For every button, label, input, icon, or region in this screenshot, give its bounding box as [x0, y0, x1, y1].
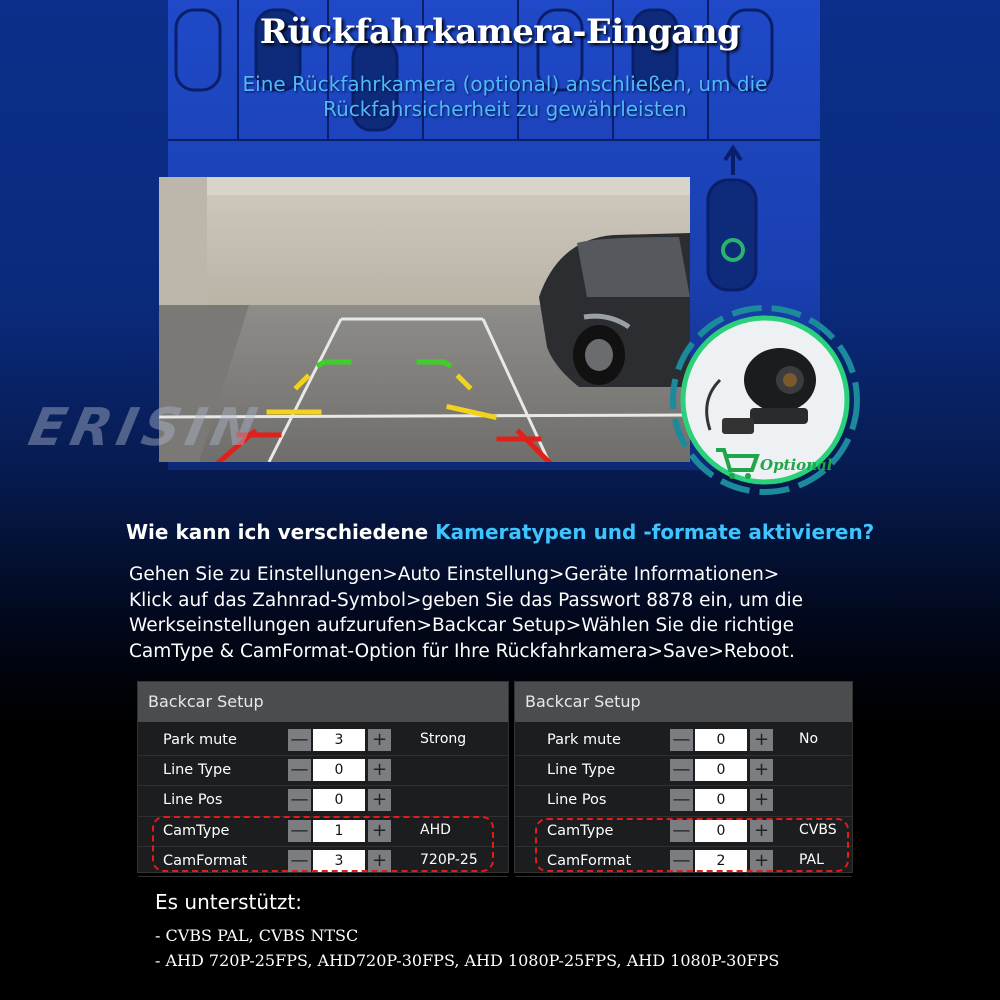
value-field[interactable]: 2 — [695, 850, 747, 872]
decrement-button[interactable]: — — [670, 789, 693, 811]
row-label: CamType — [547, 822, 614, 839]
value-field[interactable]: 0 — [313, 759, 365, 781]
row-label: Park mute — [163, 732, 237, 748]
value-description: PAL — [799, 851, 824, 868]
value-field[interactable]: 0 — [695, 729, 747, 751]
support-line: - CVBS PAL, CVBS NTSC — [155, 926, 359, 945]
row-label: Line Type — [547, 762, 616, 779]
row-label: Park mute — [547, 732, 621, 748]
support-line: - AHD 720P-25FPS, AHD720P-30FPS, AHD 1080P-25FPS, AHD 1080P-30FPS — [155, 951, 780, 970]
increment-button[interactable]: + — [750, 820, 773, 842]
highlight-outline — [535, 818, 849, 872]
optional-label: Optional — [760, 456, 833, 474]
increment-button[interactable]: + — [368, 729, 391, 751]
panel-title: Backcar Setup — [138, 682, 508, 726]
row-label: Line Pos — [163, 792, 223, 809]
panel-title: Backcar Setup — [515, 682, 852, 726]
decrement-button[interactable]: — — [288, 789, 311, 811]
row-label: CamFormat — [163, 852, 248, 869]
value-description: CVBS — [799, 821, 837, 838]
setting-row-line-pos — [138, 786, 508, 816]
increment-button[interactable]: + — [368, 759, 391, 781]
camera-optional-badge — [660, 300, 870, 500]
value-description: 720P-25 — [420, 851, 478, 868]
decrement-button[interactable]: — — [670, 820, 693, 842]
page-subtitle — [200, 72, 810, 122]
setting-row-park-mute — [515, 726, 852, 756]
increment-button[interactable]: + — [750, 789, 773, 811]
increment-button[interactable]: + — [368, 850, 391, 872]
setting-row-line-type — [515, 756, 852, 786]
decrement-button[interactable]: — — [288, 850, 311, 872]
instructions — [129, 562, 889, 664]
increment-button[interactable]: + — [750, 850, 773, 872]
question-part-1: Wie kann ich verschiedene — [126, 520, 436, 544]
decrement-button[interactable]: — — [670, 850, 693, 872]
value-field[interactable]: 1 — [313, 820, 365, 842]
subtitle-line-2: Rückfahrsicherheit zu gewährleisten — [323, 97, 687, 121]
decrement-button[interactable]: — — [288, 820, 311, 842]
value-field[interactable]: 3 — [313, 850, 365, 872]
backcar-setup-panel-ahd — [138, 682, 508, 872]
decrement-button[interactable]: — — [288, 729, 311, 751]
support-title: Es unterstützt: — [155, 890, 302, 914]
question-heading — [126, 520, 874, 544]
value-field[interactable]: 0 — [695, 820, 747, 842]
value-description: No — [799, 731, 819, 747]
increment-button[interactable]: + — [750, 759, 773, 781]
row-label: CamFormat — [547, 852, 632, 869]
value-description: AHD — [420, 821, 451, 838]
increment-button[interactable]: + — [750, 729, 773, 751]
instruction-line: CamType & CamFormat-Option für Ihre Rückfahrkamera>Save>Reboot. — [129, 640, 795, 662]
value-description: Strong — [420, 731, 467, 747]
page-title: Rückfahrkamera-Eingang — [259, 12, 741, 52]
setting-row-line-pos — [515, 786, 852, 816]
increment-button[interactable]: + — [368, 820, 391, 842]
erisin-logo-watermark: ERISIN — [23, 398, 268, 458]
instruction-line: Klick auf das Zahnrad-Symbol>geben Sie das Passwort 8878 ein, um die — [129, 589, 804, 611]
decrement-button[interactable]: — — [288, 759, 311, 781]
highlight-outline — [152, 816, 494, 872]
row-label: CamType — [163, 822, 230, 839]
value-field[interactable]: 0 — [695, 789, 747, 811]
decrement-button[interactable]: — — [670, 759, 693, 781]
increment-button[interactable]: + — [368, 789, 391, 811]
instruction-line: Werkseinstellungen aufzurufen>Backcar Setup>Wählen Sie die richtige — [129, 615, 794, 636]
setting-row-park-mute — [138, 726, 508, 756]
subtitle-line-1: Eine Rückfahrkamera (optional) anschließen, um die — [242, 72, 768, 96]
instruction-line: Gehen Sie zu Einstellungen>Auto Einstellung>Geräte Informationen> — [129, 564, 780, 585]
question-part-2: Kameratypen und -formate aktivieren? — [435, 520, 875, 544]
value-field[interactable]: 0 — [313, 789, 365, 811]
value-field[interactable]: 3 — [313, 729, 365, 751]
row-label: Line Pos — [547, 792, 607, 809]
value-field[interactable]: 0 — [695, 759, 747, 781]
setting-row-line-type — [138, 756, 508, 786]
row-label: Line Type — [163, 762, 232, 779]
decrement-button[interactable]: — — [670, 729, 693, 751]
backcar-setup-panel-cvbs — [515, 682, 852, 872]
